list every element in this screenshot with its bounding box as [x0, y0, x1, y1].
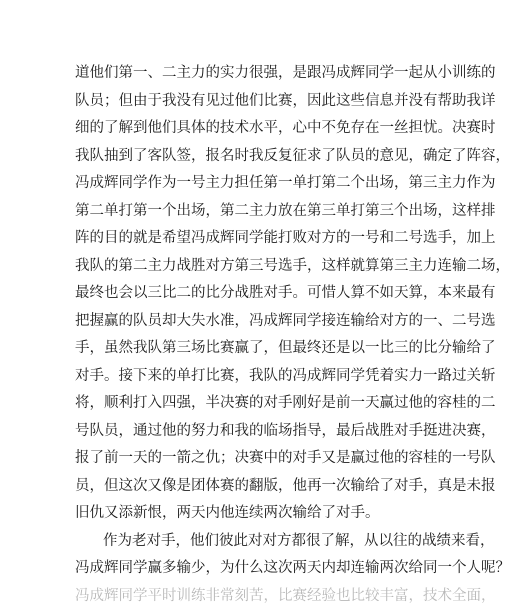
text-line: 最终也会以三比二的比分战胜对手。可惜人算不如天算，本来最有 [75, 285, 496, 301]
text-line: 员，但这次又像是团体赛的翻版，他再一次输给了对手，真是未报 [75, 477, 496, 494]
paragraph-start-line: 作为老对手，他们彼此对对方都很了解，从以往的战绩来看， [103, 532, 495, 549]
text-line: 冯成辉同学作为一号主力担任第一单打第二个出场，第三主力作为 [75, 175, 496, 191]
text-line: 我队的第二主力战胜对方第三号选手，这样就算第三主力连输二场， [75, 257, 510, 274]
text-line: 号队员，通过他的努力和我的临场指导，最后战胜对手挺进决赛， [75, 422, 496, 439]
body-text [75, 60, 510, 604]
text-line: 对手。接下来的单打比赛，我队的冯成辉同学凭着实力一路过关斩 [75, 367, 496, 384]
cut-off-text-line: 冯成辉同学平时训练非常刻苦，比赛经验也比较丰富，技术全面， [75, 587, 496, 604]
text-line: 旧仇又添新恨，两天内他连续两次输给了对手。 [75, 505, 380, 521]
text-line: 我队抽到了客队签，报名时我反复征求了队员的意见，确定了阵容， [75, 147, 510, 164]
text-line: 道他们第一、二主力的实力很强，是跟冯成辉同学一起从小训练的 [75, 65, 496, 81]
text-line: 报了前一天的一箭之仇；决赛中的对手又是赢过他的容桂的一号队 [75, 450, 496, 466]
text-line: 把握赢的队员却大失水准，冯成辉同学接连输给对方的一、二号选 [75, 312, 496, 329]
text-line: 第二单打第一个出场，第二主力放在第三单打第三个出场，这样排 [75, 202, 496, 219]
text-line: 将，顺利打入四强，半决赛的对手刚好是前一天赢过他的容桂的二 [75, 395, 496, 411]
text-line: 细的了解到他们具体的技术水平，心中不免存在一丝担忧。决赛时 [75, 120, 496, 136]
text-line: 手，虽然我队第三场比赛赢了，但最终还是以一比三的比分输给了 [75, 340, 496, 356]
text-line: 冯成辉同学赢多输少，为什么这次两天内却连输两次给同一个人呢？ [75, 560, 510, 576]
text-line: 队员；但由于我没有见过他们比赛，因此这些信息并没有帮助我详 [75, 92, 496, 109]
text-line: 阵的目的就是希望冯成辉同学能打败对方的一号和二号选手，加上 [75, 230, 496, 246]
